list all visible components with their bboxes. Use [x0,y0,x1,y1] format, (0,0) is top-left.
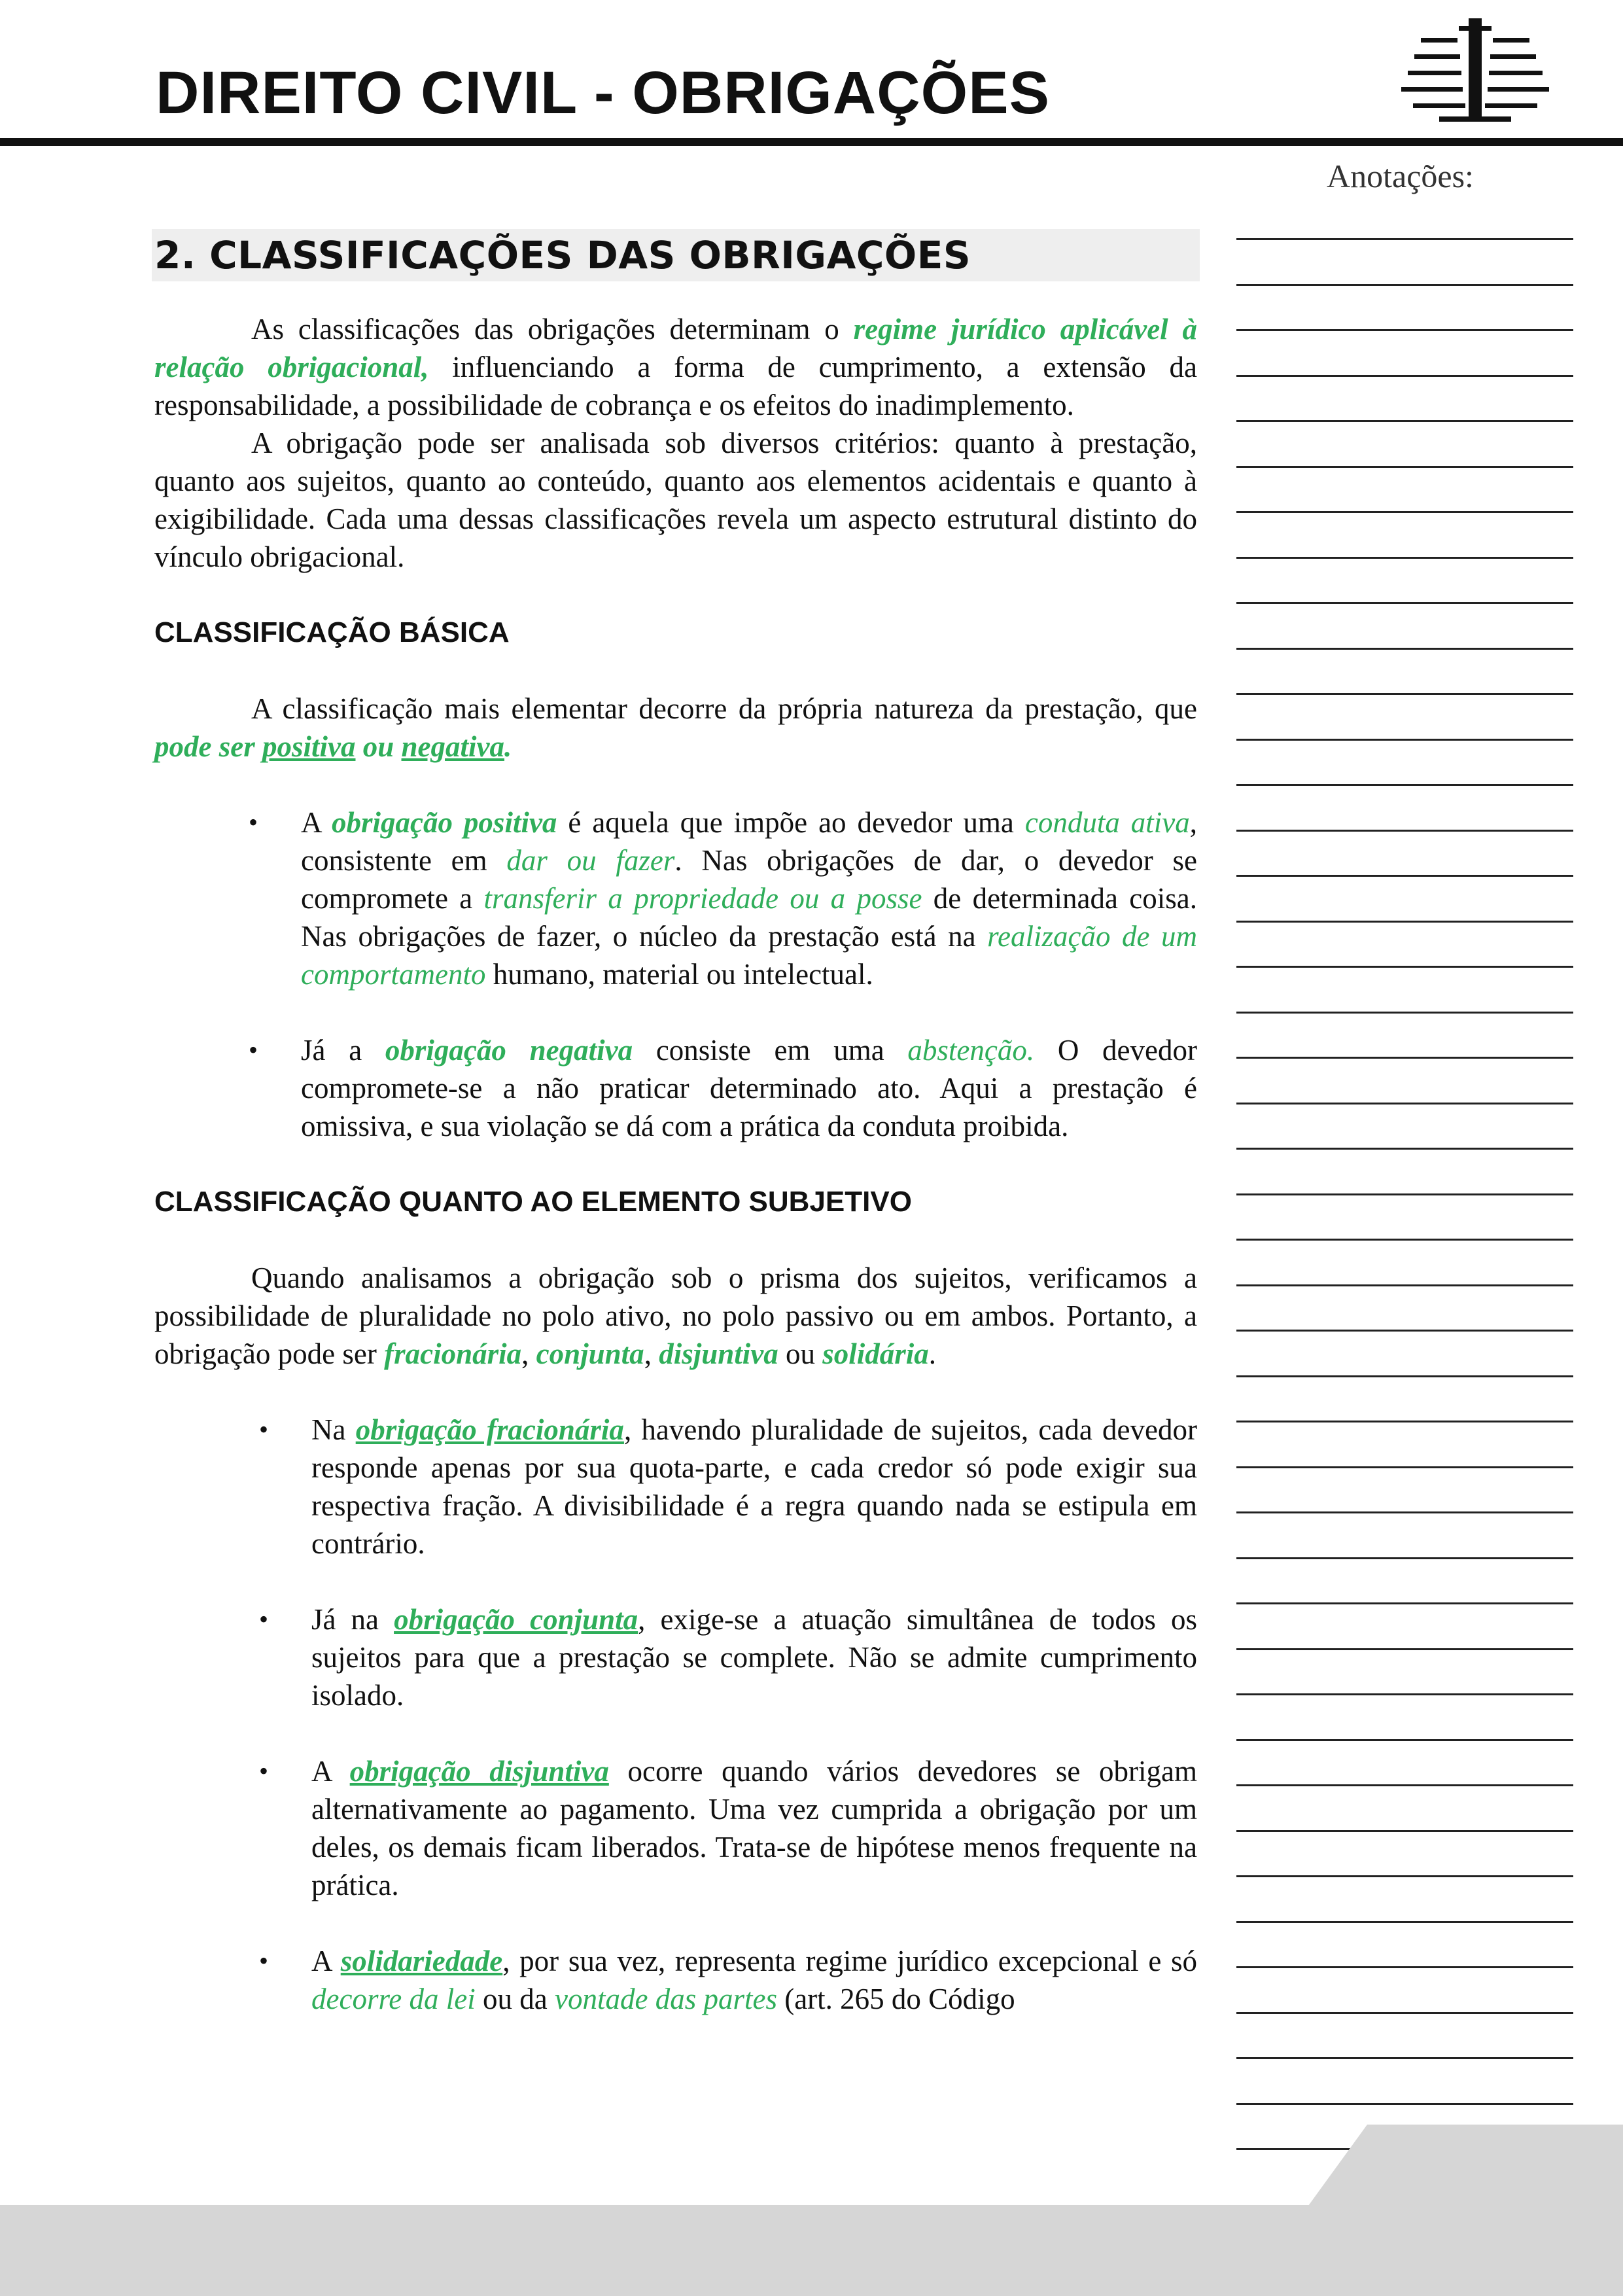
list-item-conjunta: • Já na obrigação conjunta, exige-se a atuação simultânea de todos os sujeitos para que a prestação se complete. Não se admite cumprimento isolado. [154,1600,1197,1714]
list-item-disjuntiva: • A obrigação disjuntiva ocorre quando vários devedores se obrigam alternativamente ao pagamento. Uma vez cumprida a obrigação por um deles, os demais ficam liberados. Trata-se de hipótese menos frequente na prática. [154,1752,1197,1904]
note-line [1236,1739,1573,1741]
list-item-solidariedade: • A solidariedade, por sua vez, representa regime jurídico excepcional e só decorre da lei ou da vontade das partes (art. 265 do Código [154,1942,1197,2018]
note-line [1236,1284,1573,1286]
note-line [1236,648,1573,650]
bullet-icon: • [259,1756,269,1786]
note-line [1236,830,1573,832]
list-item-negative: • Já a obrigação negativa consiste em uma abstenção. O devedor compromete-se a não praticar determinado ato. Aqui a prestação é omissiva, e sua violação se dá com a prática da conduta proibida. [154,1031,1197,1145]
bullet-icon: • [249,1035,258,1065]
bullet-icon: • [259,1946,269,1975]
note-line [1236,1466,1573,1468]
main-content [154,229,1197,2018]
note-line [1236,557,1573,559]
note-line [1236,238,1573,240]
note-line [1236,1648,1573,1650]
notes-lines [1236,238,1573,2194]
note-line [1236,784,1573,786]
scales-logo-icon [1400,18,1550,123]
note-line [1236,284,1573,286]
basic-paragraph: A classificação mais elementar decorre da própria natureza da prestação, que pode ser positiva ou negativa. [154,692,1197,763]
note-line [1236,1103,1573,1104]
bullet-icon: • [259,1415,269,1444]
note-line [1236,375,1573,377]
list-item-fracionaria: • Na obrigação fracionária, havendo pluralidade de sujeitos, cada devedor responde apenas por sua quota-parte, e cada credor só pode exigir sua respectiva fração. A divisibilidade é a regra quando nada se estipula em contrário. [154,1411,1197,1563]
section-heading: 2. CLASSIFICAÇÕES DAS OBRIGAÇÕES [152,229,1200,281]
note-line [1236,1193,1573,1195]
note-line [1236,511,1573,513]
bullet-icon: • [249,807,258,837]
note-line [1236,1239,1573,1241]
note-line [1236,1511,1573,1513]
footer-band [0,2205,1623,2296]
note-line [1236,921,1573,923]
note-line [1236,966,1573,968]
basic-list [154,804,1197,1145]
note-line [1236,1421,1573,1422]
note-line [1236,420,1573,422]
bullet-icon: • [259,1604,269,1634]
note-line [1236,1330,1573,1332]
note-line [1236,1602,1573,1604]
subheading-basic: CLASSIFICAÇÃO BÁSICA [154,616,510,648]
note-line [1236,1148,1573,1150]
note-line [1236,1375,1573,1377]
header-divider [0,138,1623,146]
note-line [1236,739,1573,741]
subjective-paragraph: Quando analisamos a obrigação sob o prisma dos sujeitos, verificamos a possibilidade de pluralidade no polo ativo, no polo passivo ou em ambos. Portanto, a obrigação pode ser fracionária, conjunta, disjuntiva ou solidária. [154,1262,1197,1370]
subheading-subjective: CLASSIFICAÇÃO QUANTO AO ELEMENTO SUBJETIVO [154,1186,912,1218]
note-line [1236,1966,1573,1968]
intro-paragraph-1: As classificações das obrigações determinam o regime jurídico aplicável à relação obrigacional, influenciando a forma de cumprimento, a extensão da responsabilidade, a possibilidade de cobrança e os efeitos do inadimplemento. [154,313,1197,421]
subjective-list [154,1411,1197,2018]
note-line [1236,1012,1573,1014]
note-line [1236,1921,1573,1923]
note-line [1236,1057,1573,1059]
note-line [1236,875,1573,877]
note-line [1236,1784,1573,1786]
note-line [1236,466,1573,468]
note-line [1236,2057,1573,2059]
notes-label: Anotações: [1327,158,1474,194]
note-line [1236,329,1573,331]
note-line [1236,2103,1573,2105]
intro-paragraph-2: A obrigação pode ser analisada sob diversos critérios: quanto à prestação, quanto aos sujeitos, quanto ao conteúdo, quanto aos elementos acidentais e quanto à exigibilidade. Cada uma dessas classificações revela um aspecto estrutural distinto do vínculo obrigacional. [154,427,1197,573]
note-line [1236,2012,1573,2014]
note-line [1236,1693,1573,1695]
note-line [1236,1830,1573,1832]
note-line [1236,1557,1573,1559]
page-title: DIREITO CIVIL - OBRIGAÇÕES [156,60,1050,126]
note-line [1236,602,1573,604]
note-line [1236,693,1573,695]
note-line [1236,1875,1573,1877]
list-item-positive: • A obrigação positiva é aquela que impõe ao devedor uma conduta ativa, consistente em dar ou fazer. Nas obrigações de dar, o devedor se compromete a transferir a propriedade ou a posse de determinada coisa. Nas obrigações de fazer, o núcleo da prestação está na realização de um comportamento humano, material ou intelectual. [154,804,1197,993]
